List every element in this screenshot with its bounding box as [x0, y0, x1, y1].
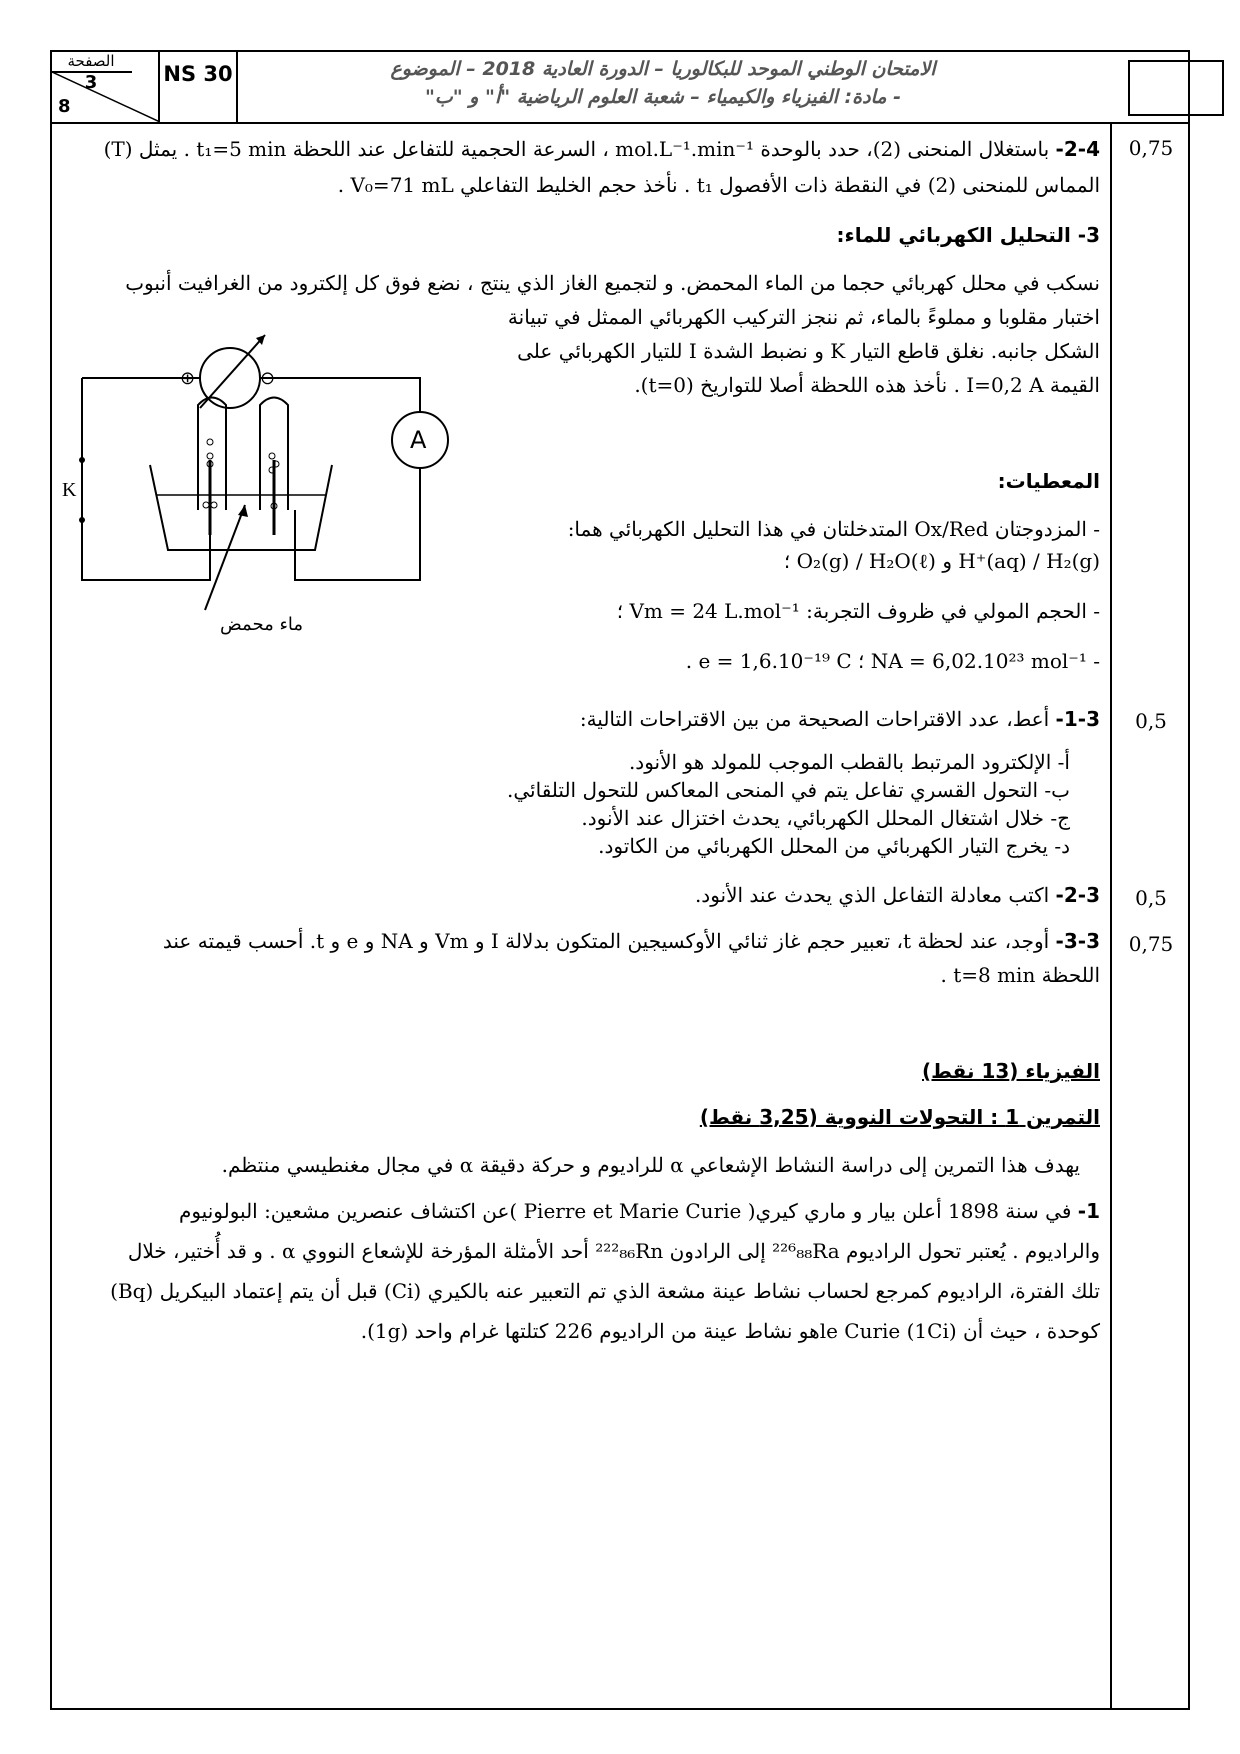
sec3-p1-line3: الشكل جانبه. نغلق قاطع التيار K و نضبط الشدة I للتيار الكهربائي على	[517, 339, 1100, 363]
sec3-p1-line1: نسكب في محلل كهربائي حجما من الماء المحمض. و لتجميع الغاز الذي ينتج ، نضع فوق كل إلكترود من الغرافيت أنبوب	[125, 271, 1100, 295]
q33-line1	[163, 924, 1100, 958]
q32-line	[695, 878, 1100, 912]
electrolyzer-vessel	[150, 465, 332, 550]
q42-label: 2-4-	[1055, 137, 1100, 161]
q31-item-c: ج- خلال اشتغال المحلل الكهربائي، يحدث اختزال عند الأنود.	[581, 806, 1070, 830]
page-number: 3	[84, 72, 98, 93]
score-q31: 0,5	[1135, 709, 1167, 733]
exam-code: NS 30	[160, 50, 238, 122]
p-q1-text1: في سنة 1898 أعلن بيار و ماري كيري( Pierre et Marie Curie )عن اكتشاف عنصرين مشعين: البولونيوم	[178, 1199, 1072, 1223]
p-q1-label: 1-	[1077, 1199, 1100, 1223]
data-couples-intro: - المزدوجتان Ox/Red المتدخلتان في هذا التحليل الكهربائي هما:	[567, 517, 1100, 541]
score-q42: 0,75	[1128, 136, 1174, 160]
switch-icon	[79, 457, 85, 463]
q33-label: 3-3-	[1055, 929, 1100, 953]
q42-text1: باستغلال المنحنى (2)، حدد بالوحدة mol.L⁻¹.min⁻¹ ، السرعة الحجمية للتفاعل عند اللحظة t₁=5 min . يمثل (T)	[103, 137, 1050, 161]
p-q1-line2: والراديوم . يُعتبر تحول الراديوم ²²⁶₈₈Ra إلى الرادون ²²²₈₆Rn أحد الأمثلة المؤرخة للإشعاع النووي α . و قد أُختير، خلال	[127, 1239, 1100, 1263]
ammeter-label: A	[410, 426, 427, 454]
q31-item-a: أ- الإلكترود المرتبط بالقطب الموجب للمولد هو الأنود.	[628, 750, 1070, 774]
data-constants: - NA = 6,02.10²³ mol⁻¹ ؛ e = 1,6.10⁻¹⁹ C .	[685, 649, 1100, 673]
exam-title-line1: الامتحان الوطني الموحد للبكالوريا – الدورة العادية 2018 – الموضوع	[390, 58, 936, 80]
physics-title: الفيزياء (13 نقط)	[922, 1059, 1100, 1083]
q31-label: 1-3-	[1055, 707, 1100, 731]
p-q1-line4: كوحدة ، حيث أن le Curie (1Ci)هو نشاط عينة من الراديوم 226 كتلتها غرام واحد (1g).	[360, 1319, 1100, 1343]
data-couples: H⁺(aq) / H₂(g) و O₂(g) / H₂O(ℓ) ؛	[783, 549, 1100, 573]
q31-item-b: ب- التحول القسري تفاعل يتم في المنحى المعاكس للتحول التلقائي.	[507, 778, 1070, 802]
score-q32: 0,5	[1135, 886, 1167, 910]
q31-item-d: د- يخرج التيار الكهربائي من المحلل الكهربائي من الكاتود.	[598, 834, 1070, 858]
sec3-p1-line2: اختبار مقلوبا و مملوءً بالماء، ثم ننجز التركيب الكهربائي الممثل في تبيانة	[507, 305, 1100, 329]
empty-box	[1128, 60, 1224, 116]
q33-line2: اللحظة t=8 min .	[940, 963, 1100, 987]
page-number-box	[50, 50, 160, 122]
page-header	[50, 50, 1190, 124]
section3-title: 3- التحليل الكهربائي للماء:	[836, 223, 1100, 247]
exercise1-intro: يهدف هذا التمرين إلى دراسة النشاط الإشعاعي α للراديوم و حركة دقيقة α في مجال مغنطيسي منتظم.	[221, 1153, 1080, 1177]
q32-label: 2-3-	[1055, 883, 1100, 907]
page-total: 8	[58, 96, 71, 117]
score-column-separator	[1110, 124, 1112, 1710]
switch-label: K	[62, 479, 77, 501]
exercise1-title: التمرين 1 : التحولات النووية (3,25 نقط)	[699, 1105, 1100, 1129]
q42-line2: المماس للمنحنى (2) في النقطة ذات الأفصول t₁ . نأخذ حجم الخليط التفاعلي V₀=71 mL .	[337, 173, 1100, 197]
electrolysis-diagram	[60, 310, 460, 640]
p-q1-line1	[179, 1194, 1100, 1228]
page-label: الصفحة	[67, 52, 115, 70]
exam-title-line2: - مادة: الفيزياء والكيمياء – شعبة العلوم الرياضية "أ" و "ب"	[424, 86, 902, 108]
q42-line1	[104, 132, 1100, 166]
water-label: ماء محمض	[220, 614, 304, 635]
score-q33: 0,75	[1128, 932, 1174, 956]
q31-line	[580, 702, 1100, 736]
plus-sign: ⊕	[180, 368, 196, 389]
p-q1-line3: تلك الفترة، الراديوم كمرجع لحساب نشاط عينة مشعة الذي تم التعبير عنه بالكيري (Ci) قبل أن يتم إعتماد البيكريل (Bq)	[110, 1279, 1100, 1303]
q33-text1: أوجد، عند لحظة t، تعبير حجم غاز ثنائي الأوكسيجين المتكون بدلالة I و Vm و NA و e و t. أحسب قيمته عند	[162, 929, 1050, 953]
minus-sign: ⊖	[260, 368, 276, 389]
exam-title	[238, 50, 1088, 122]
data-molar-volume: - الحجم المولي في ظروف التجربة: Vm = 24 L.mol⁻¹ ؛	[616, 599, 1100, 623]
sec3-p1-line4: القيمة I=0,2 A . نأخذ هذه اللحظة أصلا للتواريخ (t=0).	[634, 373, 1100, 397]
data-title: المعطيات:	[997, 469, 1100, 493]
q31-text: أعط، عدد الاقتراحات الصحيحة من بين الاقتراحات التالية:	[579, 707, 1050, 731]
q32-text: اكتب معادلة التفاعل الذي يحدث عند الأنود.	[694, 883, 1050, 907]
